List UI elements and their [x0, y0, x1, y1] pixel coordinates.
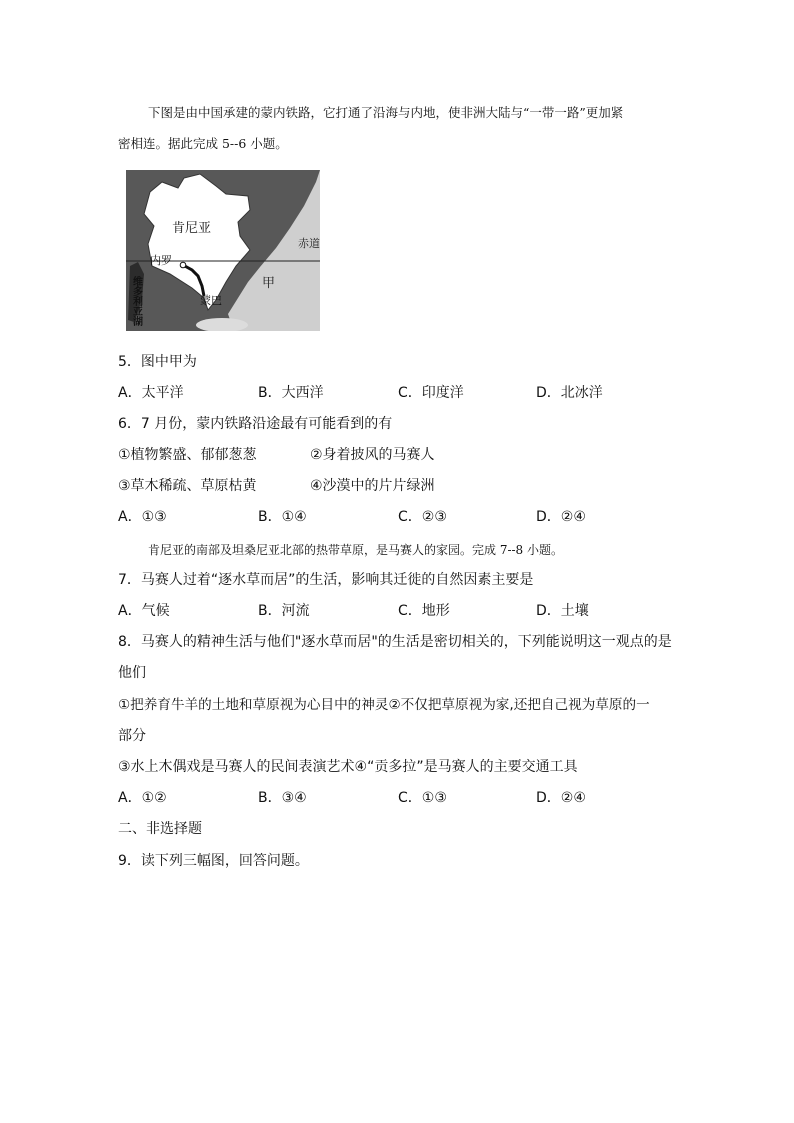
q7-option-b: B．河流: [258, 603, 310, 619]
q7-option-d: D．土壤: [536, 603, 589, 619]
intro-paragraph-2: 肯尼亚的南部及坦桑尼亚北部的热带草原，是马赛人的家园。完成 7--8 小题。: [148, 543, 564, 557]
mombasa-label: 蒙巴: [200, 294, 222, 307]
q8-statement-1-2-cont: 部分: [118, 728, 146, 744]
q6-item-3: ③草木稀疏、草原枯黄: [118, 478, 257, 494]
q8-option-c: C．①③: [398, 790, 447, 806]
intro-paragraph-line1: 下图是由中国承建的蒙内铁路，它打通了沿海与内地，使非洲大陆与“一带一路”更加紧: [148, 105, 624, 120]
q5-option-c: C．印度洋: [398, 385, 464, 401]
q7-option-c: C．地形: [398, 603, 450, 619]
intro-paragraph-line2: 密相连。据此完成 5--6 小题。: [118, 136, 288, 151]
q8-statement-3-4: ③水上木偶戏是马赛人的民间表演艺术④“贡多拉”是马赛人的主要交通工具: [118, 759, 578, 775]
question-8-stem-line2: 他们: [118, 665, 146, 681]
lake-victoria-label: 维多利亚湖: [130, 276, 142, 326]
q6-option-c: C．②③: [398, 509, 447, 525]
q8-option-b: B．③④: [258, 790, 307, 806]
q5-option-d: D．北冰洋: [536, 385, 603, 401]
kenya-railway-map: [126, 170, 320, 331]
ocean-jia-label: 甲: [262, 276, 276, 291]
q8-option-d: D．②④: [536, 790, 586, 806]
q6-item-2: ②身着披风的马赛人: [310, 447, 435, 463]
q5-option-a: A．太平洋: [118, 385, 184, 401]
q8-statement-1-2: ①把养育牛羊的土地和草原视为心目中的神灵②不仅把草原视为家,还把自己视为草原的一: [118, 697, 650, 713]
q6-item-4: ④沙漠中的片片绿洲: [310, 478, 435, 494]
q6-item-1: ①植物繁盛、郁郁葱葱: [118, 447, 257, 463]
section-2-heading: 二、非选择题: [118, 821, 202, 837]
q7-option-a: A．气候: [118, 603, 170, 619]
q5-option-b: B．大西洋: [258, 385, 324, 401]
nairobi-marker: [180, 262, 186, 268]
q6-option-d: D．②④: [536, 509, 586, 525]
question-7-stem: 7．马赛人过着“逐水草而居”的生活，影响其迁徙的自然因素主要是: [118, 572, 534, 588]
q8-option-a: A．①②: [118, 790, 167, 806]
question-5-stem: 5．图中甲为: [118, 354, 197, 370]
nairobi-label: 内罗: [150, 254, 172, 267]
question-8-stem-line1: 8．马赛人的精神生活与他们"逐水草而居"的生活是密切相关的，下列能说明这一观点的是: [118, 634, 672, 650]
equator-label: 赤道: [298, 237, 320, 250]
q6-option-b: B．①④: [258, 509, 307, 525]
question-6-stem: 6．7 月份，蒙内铁路沿途最有可能看到的有: [118, 416, 393, 432]
kenya-label: 肯尼亚: [172, 221, 212, 236]
question-9-stem: 9．读下列三幅图，回答问题。: [118, 853, 309, 869]
q6-option-a: A．①③: [118, 509, 167, 525]
